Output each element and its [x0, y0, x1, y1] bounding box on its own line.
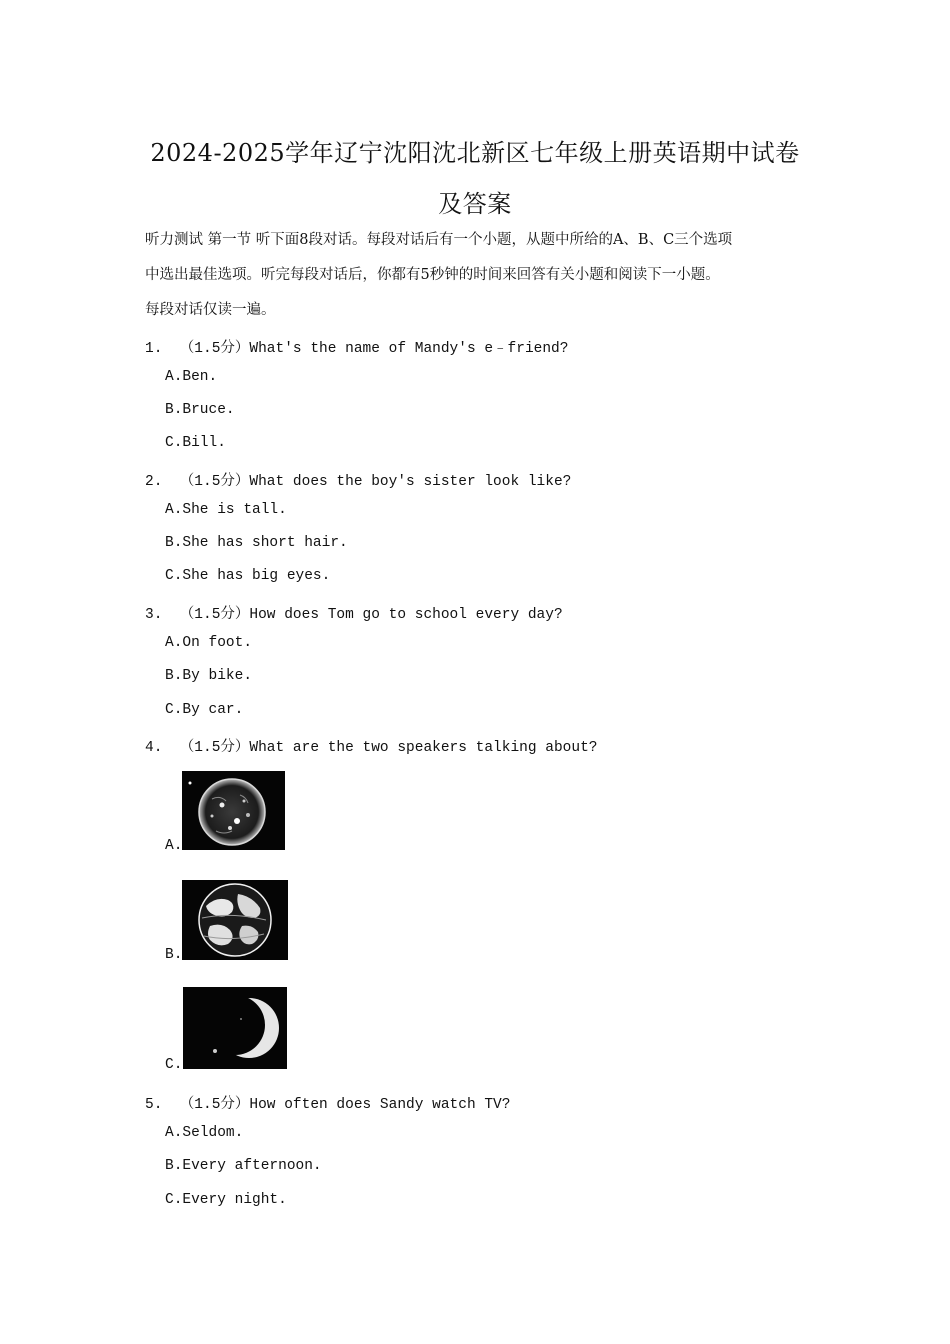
question-5-option-b[interactable]: B.Every afternoon. — [165, 1158, 322, 1174]
earth-image[interactable] — [182, 880, 288, 960]
question-1-option-a[interactable]: A.Ben. — [165, 369, 218, 385]
question-1-option-c[interactable]: C.Bill. — [165, 435, 226, 451]
question-3-option-c[interactable]: C.By car. — [165, 702, 244, 718]
crescent-moon-image[interactable] — [183, 987, 287, 1069]
question-5-option-c[interactable]: C.Every night. — [165, 1192, 287, 1208]
question-2-option-c[interactable]: C.She has big eyes. — [165, 568, 331, 584]
instructions-line-1: 听力测试 第一节 听下面8段对话。每段对话后有一个小题，从题中所给的A、B、C三个选项 — [145, 232, 733, 248]
question-2-stem: 2. （1.5分）What does the boy's sister look like? — [145, 474, 572, 490]
question-5-option-a[interactable]: A.Seldom. — [165, 1125, 244, 1141]
question-1-option-b[interactable]: B.Bruce. — [165, 402, 235, 418]
question-3-option-a[interactable]: A.On foot. — [165, 635, 253, 651]
question-1-stem: 1. （1.5分）What's the name of Mandy's e﹣friend? — [145, 341, 569, 357]
question-4-option-c[interactable]: C. — [165, 1057, 183, 1073]
instructions-line-2: 中选出最佳选项。听完每段对话后，你都有5秒钟的时间来回答有关小题和阅读下一小题。 — [145, 267, 720, 283]
question-3-stem: 3. （1.5分）How does Tom go to school every day? — [145, 607, 563, 623]
question-2-option-b[interactable]: B.She has short hair. — [165, 535, 348, 551]
question-4-option-a[interactable]: A. — [165, 838, 183, 854]
page-title: 2024-2025学年辽宁沈阳沈北新区七年级上册英语期中试卷 — [150, 139, 800, 167]
question-4-option-b[interactable]: B. — [165, 947, 183, 963]
question-2-option-a[interactable]: A.She is tall. — [165, 502, 287, 518]
page-title-continued: 及答案 — [438, 190, 512, 218]
instructions-line-3: 每段对话仅读一遍。 — [145, 302, 276, 318]
question-5-stem: 5. （1.5分）How often does Sandy watch TV? — [145, 1097, 511, 1113]
question-3-option-b[interactable]: B.By bike. — [165, 668, 253, 684]
planet-image[interactable] — [182, 771, 285, 850]
question-4-stem: 4. （1.5分）What are the two speakers talking about? — [145, 740, 598, 756]
